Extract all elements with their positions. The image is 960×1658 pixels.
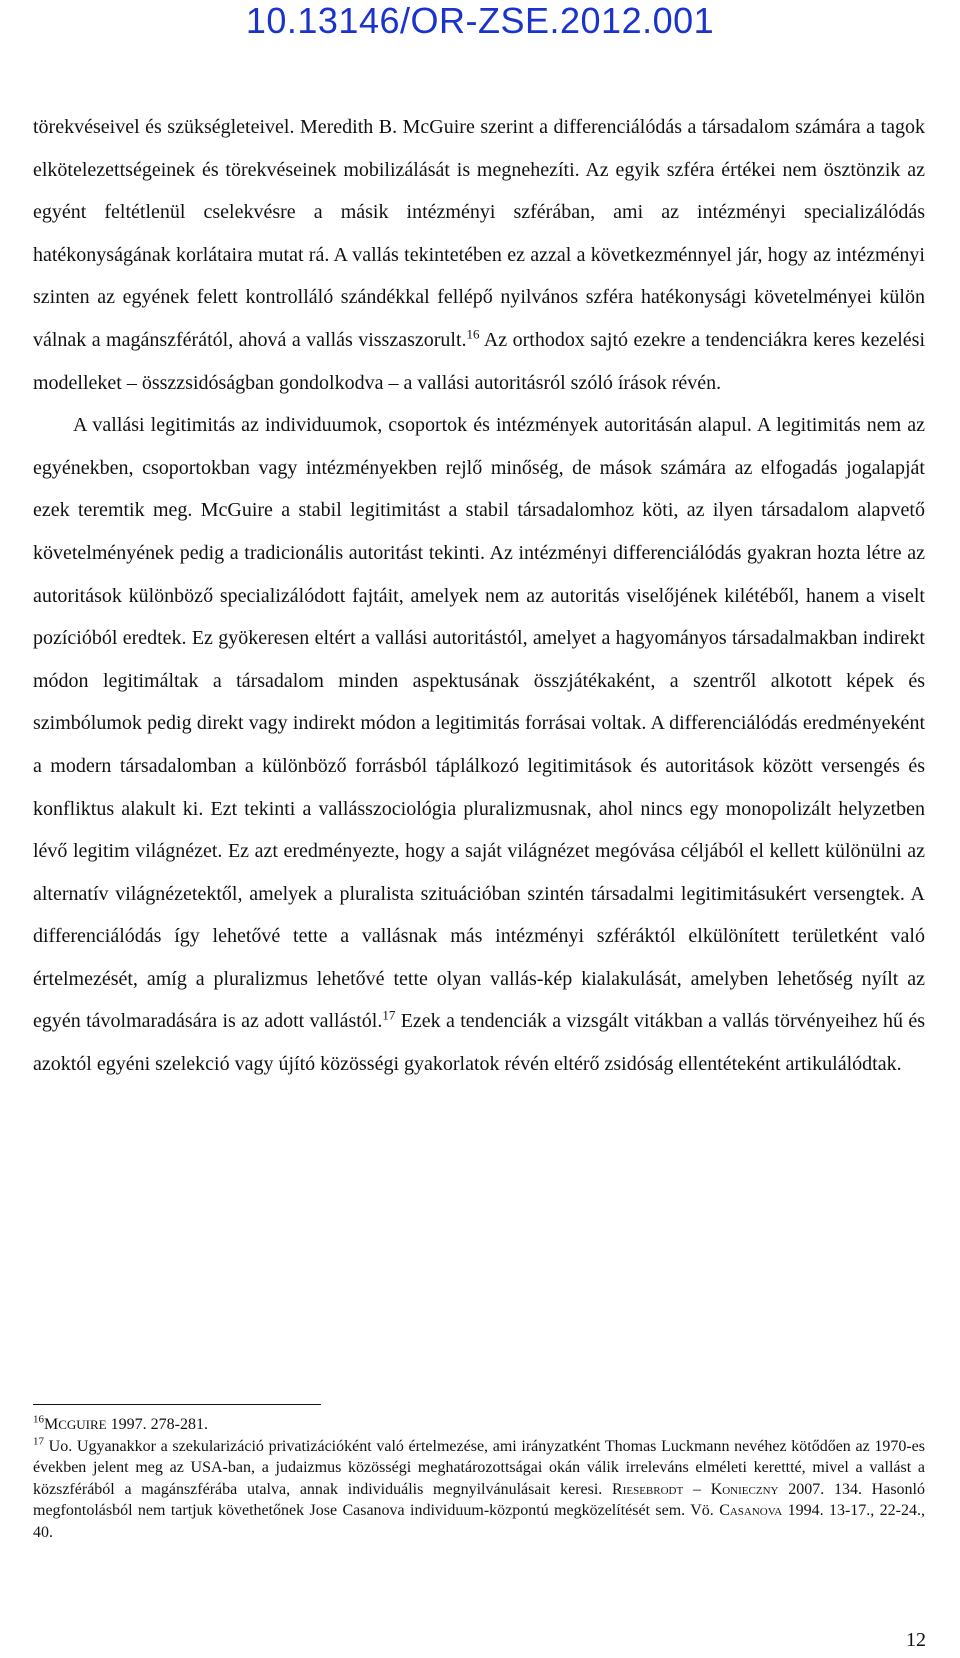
footnote-17-number: 17 — [33, 1435, 44, 1448]
footnote-divider — [33, 1404, 321, 1405]
footnote-ref-16[interactable]: 16 — [466, 326, 480, 342]
footnote-17-text-3: 1994. 13-17., 22-24., 40. — [33, 1502, 926, 1541]
footnote-16-author-initial: M — [44, 1416, 59, 1433]
footnote-17-text-1: Uo. Ugyanakkor a szekularizáció privatizációként való értelmezése, ami irányzatként Thomas Luckmann nevéhez kötődően az 1970-es években jelent meg az USA-ban, a judaizmus közösségi meghatározottságai okán válik irreleváns elméleti kerettté, mivel a vallást a közszférából a magánszférába utalva, annak individuális megnyilvánulásait keresi. — [33, 1437, 925, 1498]
paragraph-2 — [33, 404, 925, 1086]
doi-header[interactable]: 10.13146/OR-ZSE.2012.001 — [245, 0, 715, 41]
footnote-ref-17[interactable]: 17 — [382, 1007, 396, 1023]
footnote-17-dash: – — [683, 1480, 711, 1498]
footnote-17-text-2: 2007. 134. Hasonló megfontolásból nem tartjuk követhetőnek Jose Casanova individuum-központú megközelítését sem. Vö. — [33, 1480, 926, 1519]
paragraph-1-text-cont: Az orthodox sajtó ezekre a tendenciákra keres kezelési modelleket – összzsidóságban gondolkodva – a vallási autoritásról szóló írások révén. — [33, 328, 925, 394]
paragraph-1 — [33, 106, 925, 404]
footnotes — [33, 1414, 925, 1543]
footnote-16-text: 1997. 278-281. — [106, 1416, 208, 1433]
footnote-16-number: 16 — [33, 1413, 44, 1426]
footnote-17-author-3: Casanova — [719, 1502, 783, 1519]
footnote-16 — [33, 1414, 925, 1436]
main-text — [33, 106, 925, 1086]
page-number: 12 — [906, 1629, 926, 1651]
paragraph-1-text: törekvéseivel és szükségleteivel. Meredith B. McGuire szerint a differenciálódás a társadalom számára a tagok elkötelezettségeinek és törekvéseinek mobilizálását is megnehezíti. Az egyik szféra értékei nem ösztönzik az egyént feltétlenül cselekvésre a másik intézményi szférában, ami az intézményi specializálódás hatékonyságának korlátaira mutat rá. A vallás tekintetében ez azzal a következménnyel jár, hogy az intézményi szinten az egyének felett kontrolláló szándékkal fellépő nyilvános szféra hatékonysági követelményei külön válnak a magánszférától, ahová a vallás visszaszorult. — [33, 116, 925, 351]
footnote-17-author-1: Riesebrodt — [612, 1480, 684, 1498]
paragraph-2-text: A vallási legitimitás az individuumok, csoportok és intézmények autoritásán alapul. A legitimitás nem az egyénekben, csoportokban vagy intézményekben rejlő minőség, de mások számára az elfogadás jogalapját ezek teremtik meg. McGuire a stabil legitimitást a stabil társadalomhoz köti, az ilyen társadalom alapvető követelményének pedig a tradicionális autoritást tekinti. Az intézményi differenciálódás gyakran hozta létre az autoritások különböző specializálódott fajtáit, amelyek nem az autoritás viselőjének kilétéből, hanem a viselt pozícióból eredtek. Ez gyökeresen eltért a vallási autoritástól, amelyet a hagyományos társadalmakban indirekt módon legitimáltak a társadalom minden aspektusának összjátékaként, a szentről alkotott képek és szimbólumok pedig direkt vagy indirekt módon a legitimitás forrásai voltak. A differenciálódás eredményeként a modern társadalomban a különböző forrásból táplálkozó legitimitások és autoritások között versengés és konfliktus alakult ki. Ezt tekinti a vallásszociológia pluralizmusnak, ahol nincs egy monopolizált helyzetben lévő legitim világnézet. Ez azt eredményezte, hogy a saját világnézet megóvása céljából el kellett különülni az alternatív világnézetektől, amelyek a pluralista szituációban szintén társadalmi legitimitásukért versengtek. A differenciálódás így lehetővé tette a vallásnak más intézményi szféráktól elkülönített területként való értelmezését, amíg a pluralizmus lehetővé tette olyan vallás-kép kialakulását, amelyben lehetőség nyílt az egyén távolmaradására is az adott vallástól. — [33, 414, 925, 1033]
footnote-16-author-rest: CGUIRE — [58, 1417, 107, 1432]
footnote-17 — [33, 1436, 925, 1544]
footnote-17-author-2: Konieczny — [710, 1480, 779, 1498]
paragraph-2-text-cont: Ezek a tendenciák a vizsgált vitákban a vallás törvényeihez hű és azoktól egyéni szelekció vagy újító közösségi gyakorlatok révén eltérő zsidóság ellentéteként artikulálódtak. — [33, 1010, 926, 1076]
